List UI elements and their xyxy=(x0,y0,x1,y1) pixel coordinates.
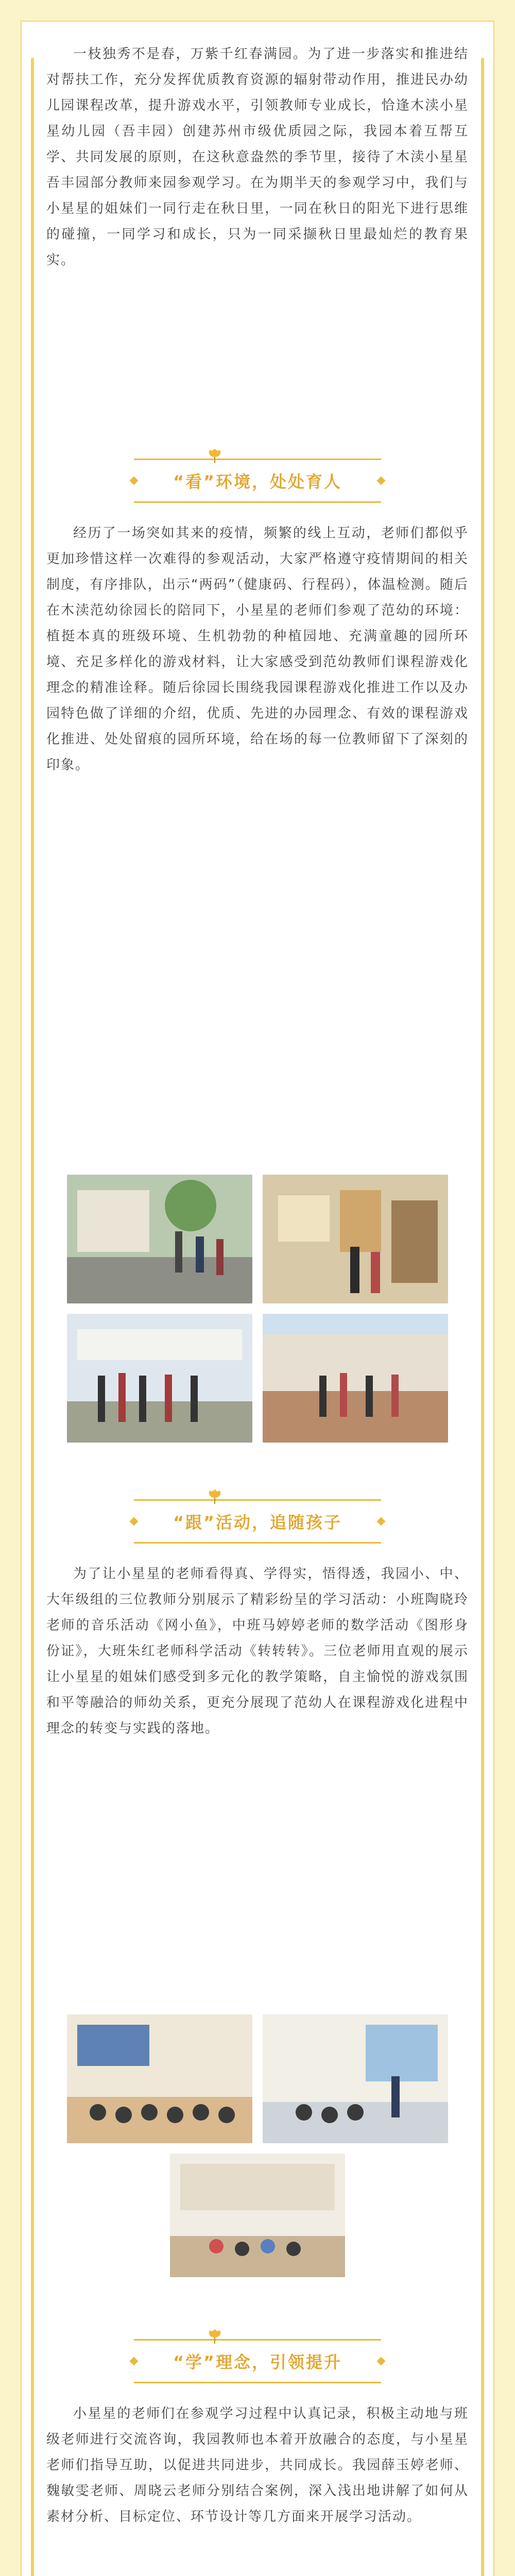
section-heading-activities xyxy=(134,1499,381,1544)
section-paragraph-activities: 为了让小星星的老师看得真、学得实，悟得透，我园小、中、大年级组的三位教师分别展示了精彩纷呈的学习活动：小班陶晓玲老师的音乐活动《网小鱼》，中班马婷婷老师的数学活动《图形身份证》，大班朱红老师科学活动《转转转》。三位老师用直观的展示让小星星的姐妹们感受到多元化的教学策略，自主愉悦的游戏氛围和平等融洽的师幼关系，更充分展现了范幼人在课程游戏化进程中理念的转变与实践的落地。 xyxy=(46,1566,469,1736)
ginkgo-leaf-icon xyxy=(206,448,224,465)
section-paragraph-concepts: 小星星的老师们在参观学习过程中认真记录，积极主动地与班级老师进行交流咨询，我园教师也本着开放融合的态度，与小星星老师们指导互助，以促进共同进步，共同成长。我园薛玉婷老师、魏敏雯老师、周晓云老师分别结合案例，深入浅出地讲解了如何从素材分析、目标定位、环节设计等几方面来开展学习活动。 xyxy=(46,2406,469,2524)
left-decorative-rail xyxy=(31,58,34,2576)
right-decorative-rail xyxy=(481,58,484,2576)
ginkgo-leaf-icon xyxy=(206,1488,224,1506)
section-heading-environment xyxy=(134,459,381,503)
intro-paragraph: 一枝独秀不是春，万紫千红春满园。为了进一步落实和推进结对帮扶工作，充分发挥优质教育资源的辐射带动作用，推进民办幼儿园课程改革，提升游戏水平，引领教师专业成长，恰逢木渎小星星幼儿园（吾丰园）创建苏州市级优质园之际，我园本着互帮互学、共同发展的原则，在这秋意盎然的季节里，接待了木渎小星星吾丰园部分教师来园参观学习。在为期半天的参观学习中，我们与小星星的姐妹们一同行走在秋日里，一同在秋日的阳光下进行思维的碰撞，一同学习和成长，只为一同采撷秋日里最灿烂的教育果实。 xyxy=(46,46,469,268)
section-title: “看”环境，处处育人 xyxy=(173,472,342,492)
photo-planting-garden xyxy=(67,1314,252,1443)
photo-entrance-queue xyxy=(67,1175,252,1303)
section-title: “跟”活动，追随孩子 xyxy=(173,1513,342,1532)
photo-science-lesson xyxy=(170,2154,345,2277)
photo-music-lesson xyxy=(67,2014,252,2143)
photo-class-environment xyxy=(263,1175,448,1303)
section-title: “学”理念，引领提升 xyxy=(173,2352,342,2372)
photo-math-lesson xyxy=(263,2014,448,2143)
section-paragraph-environment: 经历了一场突如其来的疫情，频繁的线上互动，老师们都似乎更加珍惜这样一次难得的参观活动，大家严格遵守疫情期间的相关制度，有序排队，出示“两码”（健康码、行程码），体温检测。随后在木渎范幼徐园长的陪同下，小星星的老师们参观了范幼的环境：植挺本真的班级环境、生机勃勃的种植园地、充满童趣的园所环境、充足多样化的游戏材料，让大家感受到范幼教师们课程游戏化理念的精准诠释。随后徐园长围绕我园课程游戏化推进工作以及办园特色做了详细的介绍，优质、先进的办园理念、有效的课程游戏化推进、处处留痕的园所环境，给在场的每一位教师留下了深刻的印象。 xyxy=(46,526,469,773)
photo-playground xyxy=(263,1314,448,1443)
section-heading-concepts xyxy=(134,2339,381,2383)
ginkgo-leaf-icon xyxy=(206,2328,224,2346)
